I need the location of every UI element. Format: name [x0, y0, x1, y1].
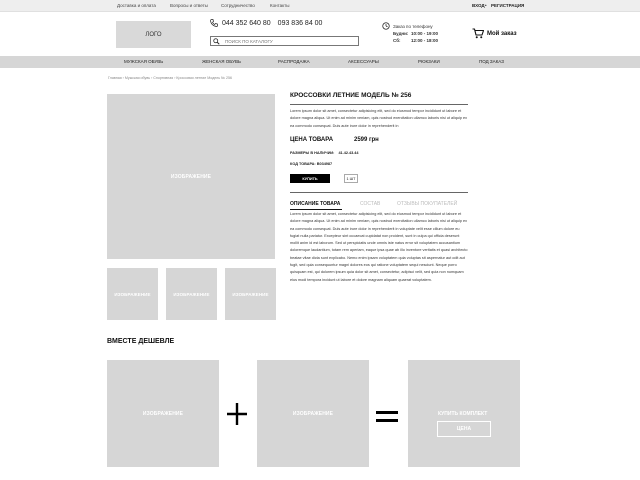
- bundle-item-1-label: ИЗОБРАЖЕНИЕ: [142, 410, 184, 417]
- nav-item-mens-shoes[interactable]: МУЖСКАЯ ОБУВЬ: [124, 59, 164, 64]
- quantity-field[interactable]: [344, 174, 358, 183]
- hours-weekdays: [393, 31, 439, 36]
- tab-composition[interactable]: СОСТАВ: [360, 201, 381, 207]
- sizes-available: [290, 151, 359, 155]
- search-input[interactable]: [225, 37, 355, 45]
- auth-separator: •: [485, 3, 487, 8]
- thumbnail-label: ИЗОБРАЖЕНИЕ: [114, 291, 151, 297]
- bundle-section-title: ВМЕСТЕ ДЕШЕВЛЕ: [107, 338, 175, 345]
- thumbnail-2[interactable]: [166, 268, 217, 320]
- breadcrumb[interactable]: Главная › Мужская обувь › Спортивная › Кроссовки летние Модель № 256: [108, 76, 233, 80]
- product-short-description: Lorem ipsum dolor sit amet, consectetur adipisicing elit, sed do eiusmod tempor incididunt ut labore et dolore magna aliqua. Ut enim ad minim veniam, quis nostrud exercitation ullamco laboris nisi ut aliquip ex ea commodo consequat. Duis aute irure dolor in reprehenderit in: [290, 109, 468, 128]
- search-icon[interactable]: [213, 38, 220, 45]
- hours-saturday-label: Сб:: [393, 38, 401, 43]
- topbar-link-faq[interactable]: Вопросы и ответы: [170, 3, 208, 8]
- topbar-link-contacts[interactable]: Контакты: [270, 3, 290, 8]
- bundle-item-2-label: ИЗОБРАЖЕНИЕ: [292, 410, 334, 417]
- phone-icon: [210, 19, 218, 27]
- thumbnail-label: ИЗОБРАЖЕНИЕ: [232, 291, 269, 297]
- nav-item-womens-shoes[interactable]: ЖЕНСКАЯ ОБУВЬ: [202, 59, 241, 64]
- logo-text: ЛОГО: [145, 31, 162, 38]
- cart-icon[interactable]: [472, 28, 484, 39]
- clock-icon: [382, 22, 390, 30]
- code-label: КОД ТОВАРА:: [290, 162, 316, 166]
- product-long-description: Lorem ipsum dolor sit amet, consectetur adipisicing elit, sed do eiusmod tempor incididunt ut labore et dolore magna aliqua. Ut enim ad minim veniam, quis nostrud exercitation ullamco laboris nisi ut aliquip ex ea commodo consequat. Duis aute irure dolor in reprehenderit in voluptate velit esse cillum dolore eu fugiat nulla pariatur. Excepteur sint occaecat cupidatat non proident, sunt in culpa qui officia deserunt mollit anim id est laborum. Sed ut perspiciatis unde omnis iste natus error sit voluptatem accusantium doloremque laudantium, totam rem aperiam, eaque ipsa quae ab illo inventore veritatis et quasi architecto beatae vitae dicta sunt explicabo. Nemo enim ipsam voluptatem quia voluptas sit aspernatur aut odit aut fugit, sed quia consequuntur magni dolores eos qui ratione voluptatem sequi nesciunt. Neque porro quisquam est, qui dolorem ipsum quia dolor sit amet, consectetur, adipisci velit, sed quia non numquam eius modi tempora incidunt ut labore et dolore magnam aliquam quaerat voluptatem.: [290, 212, 468, 282]
- register-link[interactable]: РЕГИСТРАЦИЯ: [491, 3, 525, 8]
- hours-weekdays-label: Будни:: [393, 31, 409, 36]
- topbar-link-cooperation[interactable]: Сотрудничество: [221, 3, 255, 8]
- order-by-phone-label: Заказ по телефону: [393, 24, 433, 29]
- product-code: [290, 162, 332, 166]
- thumbnail-label: ИЗОБРАЖЕНИЕ: [173, 291, 210, 297]
- topbar-link-delivery[interactable]: Доставка и оплата: [117, 3, 156, 8]
- tab-description[interactable]: ОПИСАНИЕ ТОВАРА: [290, 201, 341, 207]
- top-bar: [0, 0, 640, 12]
- hours-weekdays-value: 10:00 - 19:00: [411, 31, 439, 36]
- thumbnail-3[interactable]: [225, 268, 276, 320]
- nav-item-backpacks[interactable]: РЮКЗАКИ: [418, 59, 440, 64]
- main-product-image[interactable]: [107, 94, 275, 259]
- phone-number-2[interactable]: 093 836 84 00: [277, 19, 323, 27]
- code-value: B034987: [316, 162, 333, 166]
- price-value: 2599 грн: [354, 137, 379, 143]
- nav-item-accessories[interactable]: АКСЕССУАРЫ: [348, 59, 379, 64]
- plus-icon: [226, 397, 248, 431]
- sizes-label: РАЗМЕРЫ В НАЛИЧИИ:: [290, 151, 335, 155]
- main-nav: [0, 56, 640, 68]
- nav-item-on-order[interactable]: ПОД ЗАКАЗ: [479, 59, 504, 64]
- phone-number-1[interactable]: 044 352 640 80: [222, 19, 271, 27]
- thumbnail-1[interactable]: [107, 268, 158, 320]
- nav-item-sale[interactable]: РАСПРОДАЖА: [278, 59, 310, 64]
- divider: [290, 192, 468, 193]
- buy-button-label: КУПИТЬ: [302, 176, 318, 181]
- hours-saturday-value: 12:00 - 18:00: [411, 38, 439, 43]
- phone-numbers: [210, 19, 322, 27]
- cart-label[interactable]: Мой заказ: [487, 31, 517, 37]
- product-title: КРОССОВКИ ЛЕТНИЕ МОДЕЛЬ № 256: [290, 92, 412, 99]
- tab-reviews[interactable]: ОТЗЫВЫ ПОКУПАТЕЛЕЙ: [397, 201, 458, 207]
- bundle-item-2-image[interactable]: [257, 360, 369, 467]
- login-link[interactable]: ВХОД: [472, 3, 485, 8]
- divider: [290, 104, 468, 105]
- quantity-value: 1 ШТ: [346, 176, 356, 181]
- main-image-label: ИЗОБРАЖЕНИЕ: [170, 173, 212, 180]
- active-tab-underline: [290, 209, 342, 210]
- search-box[interactable]: [210, 36, 359, 46]
- bundle-item-1-image[interactable]: [107, 360, 219, 467]
- price-label: ЦЕНА ТОВАРА: [290, 137, 334, 143]
- hours-saturday: [393, 38, 439, 43]
- buy-button[interactable]: [290, 174, 330, 183]
- bundle-price-button[interactable]: [437, 421, 491, 437]
- bundle-price-label: ЦЕНА: [456, 426, 472, 432]
- logo[interactable]: [116, 21, 191, 48]
- equals-icon: [376, 410, 398, 424]
- buy-set-label[interactable]: КУПИТЬ КОМПЛЕКТ: [438, 411, 488, 417]
- sizes-value: 41.42.43.44: [338, 151, 359, 155]
